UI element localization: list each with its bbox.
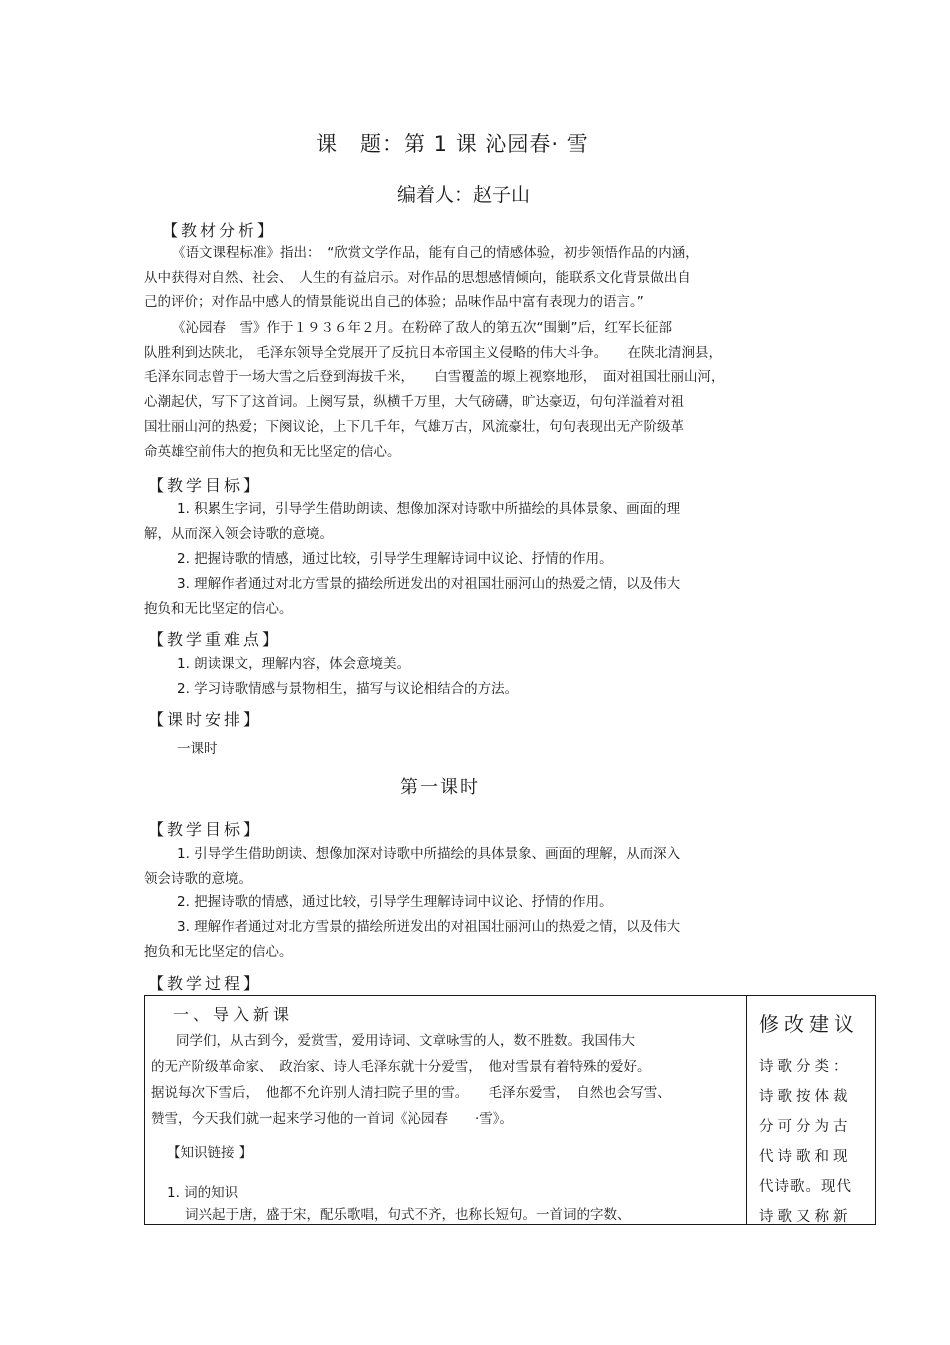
text-line: 己的评价；对作品中感人的情景能说出自己的体验；品味作品中富有表现力的语言。” <box>144 294 644 311</box>
lesson-goals-heading: 【教学目标】 <box>148 820 263 839</box>
goal-item-2: 2. 把握诗歌的情感，通过比较，引导学生理解诗词中议论、抒情的作用。 <box>177 551 613 567</box>
note-line: 诗歌又称新 <box>759 1209 852 1225</box>
intro-paragraph <box>151 1028 671 1132</box>
text-line: 命英雄空前伟大的抱负和无比坚定的信心。 <box>144 443 401 460</box>
analysis-heading: 【教材分析】 <box>162 221 277 240</box>
keypoint-item-1: 1. 朗读课文，理解内容，体会意境美。 <box>177 656 411 672</box>
text-line: 3. 理解作者通过对北方雪景的描绘所迸发出的对祖国壮丽河山的热爱之情，以及伟大 <box>177 576 681 592</box>
lesson-goal-item-1 <box>144 842 680 891</box>
text-line: 领会诗歌的意境。 <box>144 870 252 887</box>
text-line: 据说每次下雪后， 他都不允许别人清扫院子里的雪。 毛泽东爱雪， 自然也会写雪、 <box>151 1085 671 1101</box>
goal-item-1 <box>144 497 680 546</box>
text-line: 1. 引导学生借助朗读、想像加深对诗歌中所描绘的具体景象、画面的理解，从而深入 <box>177 846 681 862</box>
text-line: 从中获得对自然、社会、 人生的有益启示。对作品的思想感情倾向，能联系文化背景做出自 <box>144 269 691 286</box>
text-line: 的无产阶级革命家、 政治家、诗人毛泽东就十分爱雪， 他对雪景有着特殊的爱好。 <box>151 1059 651 1075</box>
note-line: 代诗歌和现 <box>759 1149 852 1165</box>
text-line: 队胜利到达陕北， 毛泽东领导全党展开了反抗日本帝国主义侵略的伟大斗争。 在陕北清涧县， <box>144 344 723 361</box>
schedule-text: 一课时 <box>177 741 218 757</box>
text-line: 同学们，从古到今，爱赏雪，爱用诗词、文章咏雪的人，数不胜数。我国伟大 <box>176 1033 635 1049</box>
text-line: 解，从而深入领会诗歌的意境。 <box>144 525 333 542</box>
goals-heading: 【教学目标】 <box>148 476 263 495</box>
note-line: 诗歌按体裁 <box>759 1089 852 1105</box>
knowledge-item-1: 1. 词的知识 <box>167 1185 239 1201</box>
keypoint-item-2: 2. 学习诗歌情感与景物相生，描写与议论相结合的方法。 <box>177 681 519 697</box>
note-line: 分可分为古 <box>759 1119 852 1135</box>
text-line: 《语文课程标准》指出： “欣赏文学作品，能有自己的情感体验，初步领悟作品的内涵， <box>172 245 699 261</box>
text-line: 1. 积累生字词，引导学生借助朗读、想像加深对诗歌中所描绘的具体景象、画面的理 <box>177 501 681 517</box>
lesson-goal-item-3 <box>144 915 680 964</box>
lesson-title: 第一课时 <box>400 777 480 798</box>
revision-cell <box>747 996 876 1225</box>
author-line: 编着人：赵子山 <box>397 184 531 206</box>
process-heading: 【教学过程】 <box>148 974 263 993</box>
schedule-heading: 【课时安排】 <box>148 710 263 729</box>
note-line: 代诗歌。现代 <box>759 1179 852 1195</box>
text-line: 赞雪，今天我们就一起来学习他的一首词《沁园春 ·雪》。 <box>151 1111 514 1127</box>
analysis-paragraph-1 <box>144 241 699 315</box>
text-line: 3. 理解作者通过对北方雪景的描绘所迸发出的对祖国壮丽河山的热爱之情，以及伟大 <box>177 919 681 935</box>
revision-heading: 修改建议 <box>759 1012 859 1036</box>
text-line: 抱负和无比坚定的信心。 <box>144 600 293 617</box>
revision-notes <box>759 1052 867 1232</box>
text-line: 抱负和无比坚定的信心。 <box>144 943 293 960</box>
text-line: 毛泽东同志曾于一场大雪之后登到海拔千米， 白雪覆盖的塬上视察地形， 面对祖国壮丽山河， <box>144 369 725 386</box>
section-intro-heading: 一、导入新课 <box>173 1005 294 1024</box>
lesson-goal-item-2: 2. 把握诗歌的情感，通过比较，引导学生理解诗词中议论、抒情的作用。 <box>177 894 613 910</box>
goal-item-3 <box>144 572 680 621</box>
knowledge-link-label: 【知识链接 】 <box>167 1145 253 1161</box>
text-line: 《沁园春 雪》作于１９３６年２月。在粉碎了敌人的第五次“围剿”后，红军长征部 <box>172 320 672 336</box>
note-line: 诗歌分类： <box>759 1059 852 1075</box>
document-title: 课 题：第 1 课 沁园春· 雪 <box>316 132 589 156</box>
text-line: 心潮起伏，写下了这首词。上阕写景，纵横千万里，大气磅礴，旷达豪迈，句句洋溢着对祖 <box>144 394 684 411</box>
process-main-cell <box>145 996 747 1225</box>
text-line: 国壮丽山河的热爱；下阕议论，上下几千年，气雄万古，风流豪壮，句句表现出无产阶级革 <box>144 418 684 435</box>
keypoints-heading: 【教学重难点】 <box>148 630 282 649</box>
process-table <box>144 995 876 1225</box>
knowledge-item-1-text: 词兴起于唐，盛于宋，配乐歌唱，句式不齐，也称长短句。一首词的字数、 <box>185 1207 631 1223</box>
analysis-paragraph-2 <box>144 316 725 464</box>
